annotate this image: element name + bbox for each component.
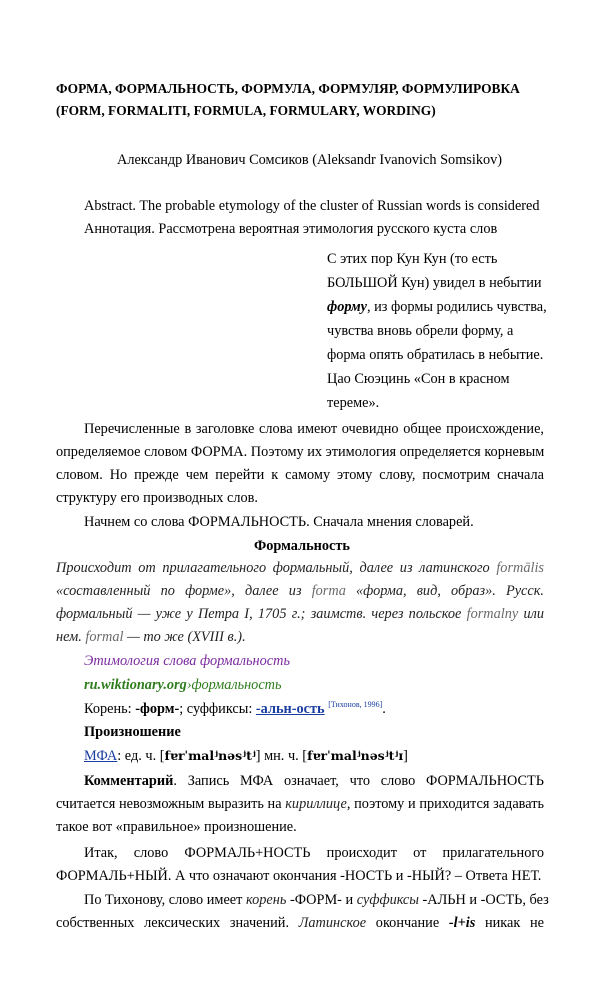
epigraph-line: форму, из формы родились чувства, — [327, 299, 547, 315]
root-line: Корень: -форм-; суффиксы: -альн-ость [Тихонов, 1996]. — [84, 700, 386, 717]
reference-link[interactable]: [Тихонов, 1996] — [328, 700, 383, 709]
epigraph-line: С этих пор Кун Кун (то есть — [327, 251, 498, 267]
title-line-1: ФОРМА, ФОРМАЛЬНОСТЬ, ФОРМУЛА, ФОРМУЛЯР, ФОРМУЛИРОВКА — [56, 81, 520, 96]
title-line-2: (FORM, FORMALITI, FORMULA, FORMULARY, WORDING) — [56, 103, 436, 118]
epigraph-line: тереме». — [327, 395, 380, 411]
pronunciation-heading: Произношение — [84, 724, 181, 740]
section-heading: Формальность — [254, 538, 350, 554]
document-page: ФОРМА, ФОРМАЛЬНОСТЬ, ФОРМУЛА, ФОРМУЛЯР, ФОРМУЛИРОВКА (FORM, FORMALITI, FORMULA, FORMULARY, WORDING) Александр Иванович Сомсиков (Aleksandr Ivanovich Somsikov) Abstract. The probable etymology of the cluster of Russian words is considered Аннотация. Рассмотрена вероятная этимология русского куста слов С этих пор Кун Кун (то есть БОЛЬШОЙ Кун) увидел в небытии форму, из формы родились чувства, чувства вновь обрели форму, а форма опять обратилась в небытие. Цао Сюэцинь «Сон в красном тереме». Перечисленные в заголовке слова имеют очевидно общее происхождение, определяемое словом ФОРМА. Поэтому их этимология определяется корневым словом. Но прежде чем перейти к самому этому слову, посмотрим сначала структуру его производных слов. Начнем со слова ФОРМАЛЬНОСТЬ. Сначала мнения словарей. Формальность Происходит от прилагательного формальный, далее из латинского formālis «составленный по форме», далее из forma «форма, вид, образ». Русск. формальный — уже у Петра I, 1705 г.; заимств. через польское formalny или нем. formal — то же (XVIII в.). Этимология слова формальность ru.wiktionary.org›формальность Корень: -форм-; суффиксы: -альн-ость [Тихонов, 1996]. Произношение МФА: ед. ч. [fɐrˈmalʲnəsʲtʲ] мн. ч. [fɐrˈmalʲnəsʲtʲɪ] Комментарий. Запись МФА означает, что слово ФОРМАЛЬНОСТЬ считается невозможным выразить на кириллице, поэтому и приходится задавать такое вот «правильное» произношение. Итак, слово ФОРМАЛЬ+НОСТЬ происходит от прилагательного ФОРМАЛЬ+НЫЙ. А что означают окончания -НОСТЬ и -НЫЙ? – Ответа НЕТ. По Тихонову, слово имеет корень -ФОРМ- и суффиксы -АЛЬН и -ОСТЬ, без собственных лексических значений. Латинское окончание -l+is никак не — [56, 81, 549, 931]
author: Александр Иванович Сомсиков (Aleksandr Ivanovich Somsikov) — [117, 152, 503, 168]
mfa-link[interactable]: МФА — [84, 748, 118, 764]
paragraph-start: Начнем со слова ФОРМАЛЬНОСТЬ. Сначала мнения словарей. — [84, 514, 474, 530]
epigraph-line: Цао Сюэцинь «Сон в красном — [327, 371, 510, 387]
epigraph-line: БОЛЬШОЙ Кун) увидел в небытии — [327, 275, 542, 291]
epigraph-line: форма опять обратилась в небытие. — [327, 347, 544, 363]
etymology-link[interactable]: Этимология слова формальность — [84, 653, 290, 669]
suffixes-link[interactable]: -альн-ость — [255, 700, 325, 717]
wiktionary-source[interactable]: ru.wiktionary.org›формальность — [84, 677, 282, 693]
epigraph-line: чувства вновь обрели форму, а — [327, 323, 514, 339]
epigraph-emphasis: форму — [327, 299, 367, 315]
abstract-ru: Аннотация. Рассмотрена вероятная этимология русского куста слов — [84, 221, 498, 237]
ipa-line: МФА: ед. ч. [fɐrˈmalʲnəsʲtʲ] мн. ч. [fɐrˈmalʲnəsʲtʲɪ] — [84, 748, 408, 764]
abstract-en: Abstract. The probable etymology of the cluster of Russian words is considered — [84, 198, 540, 214]
